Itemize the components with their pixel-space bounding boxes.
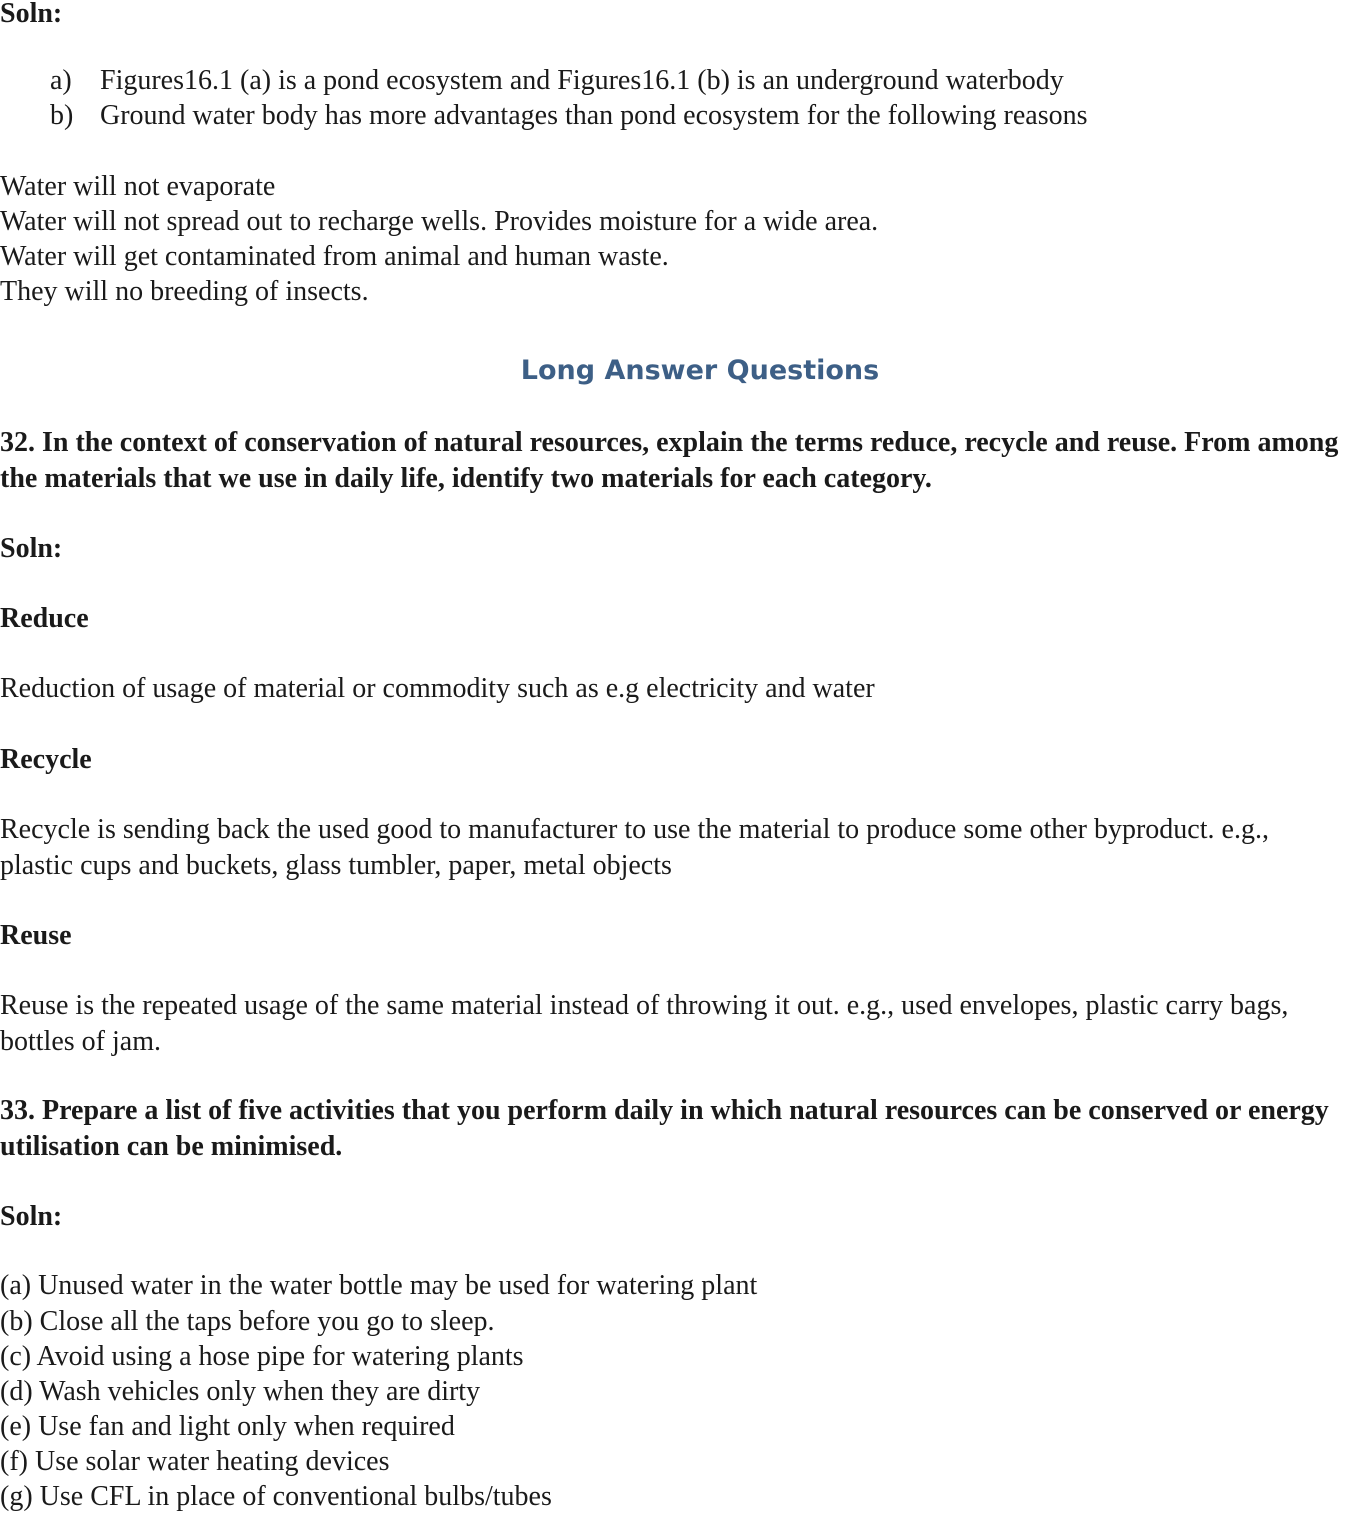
list-item: Figures16.1 (a) is a pond ecosystem and Figures16.1 (b) is an underground waterbody bbox=[100, 65, 1064, 96]
list-item: Ground water body has more advantages than pond ecosystem for the following reasons bbox=[100, 100, 1088, 131]
list-marker: a) bbox=[50, 65, 72, 96]
reduce-heading: Reduce bbox=[0, 603, 89, 634]
activity-item: (g) Use CFL in place of conventional bulbs/tubes bbox=[0, 1481, 552, 1512]
reason-line: Water will not evaporate bbox=[0, 171, 276, 202]
reason-line: Water will not spread out to recharge wells. Provides moisture for a wide area. bbox=[0, 206, 879, 237]
question-33: 33. Prepare a list of five activities that you perform daily in which natural resources can be conserved or energy utilisation can be minimised. bbox=[0, 1095, 1329, 1162]
reduce-text: Reduction of usage of material or commodity such as e.g electricity and water bbox=[0, 673, 875, 704]
recycle-text: Recycle is sending back the used good to manufacturer to use the material to produce some other byproduct. e.g., plastic cups and buckets, glass tumbler, paper, metal objects bbox=[0, 814, 1269, 881]
reuse-text: Reuse is the repeated usage of the same material instead of throwing it out. e.g., used envelopes, plastic carry bags, bottles of jam. bbox=[0, 990, 1289, 1057]
list-marker: b) bbox=[50, 100, 74, 131]
soln-label: Soln: bbox=[0, 0, 63, 29]
recycle-heading: Recycle bbox=[0, 744, 92, 775]
activity-item: (b) Close all the taps before you go to sleep. bbox=[0, 1306, 495, 1337]
reason-line: They will no breeding of insects. bbox=[0, 276, 369, 307]
reuse-heading: Reuse bbox=[0, 920, 72, 951]
soln-label: Soln: bbox=[0, 1201, 63, 1232]
activity-item: (c) Avoid using a hose pipe for watering plants bbox=[0, 1341, 524, 1372]
activity-item: (e) Use fan and light only when required bbox=[0, 1411, 455, 1442]
activity-item: (f) Use solar water heating devices bbox=[0, 1446, 390, 1477]
activity-item: (d) Wash vehicles only when they are dirty bbox=[0, 1376, 481, 1407]
question-32: 32. In the context of conservation of natural resources, explain the terms reduce, recycle and reuse. From among the materials that we use in daily life, identify two materials for each category. bbox=[0, 427, 1339, 494]
section-heading: Long Answer Questions bbox=[520, 355, 880, 386]
activity-item: (a) Unused water in the water bottle may be used for watering plant bbox=[0, 1270, 758, 1301]
soln-label: Soln: bbox=[0, 533, 63, 564]
reason-line: Water will get contaminated from animal and human waste. bbox=[0, 241, 669, 272]
